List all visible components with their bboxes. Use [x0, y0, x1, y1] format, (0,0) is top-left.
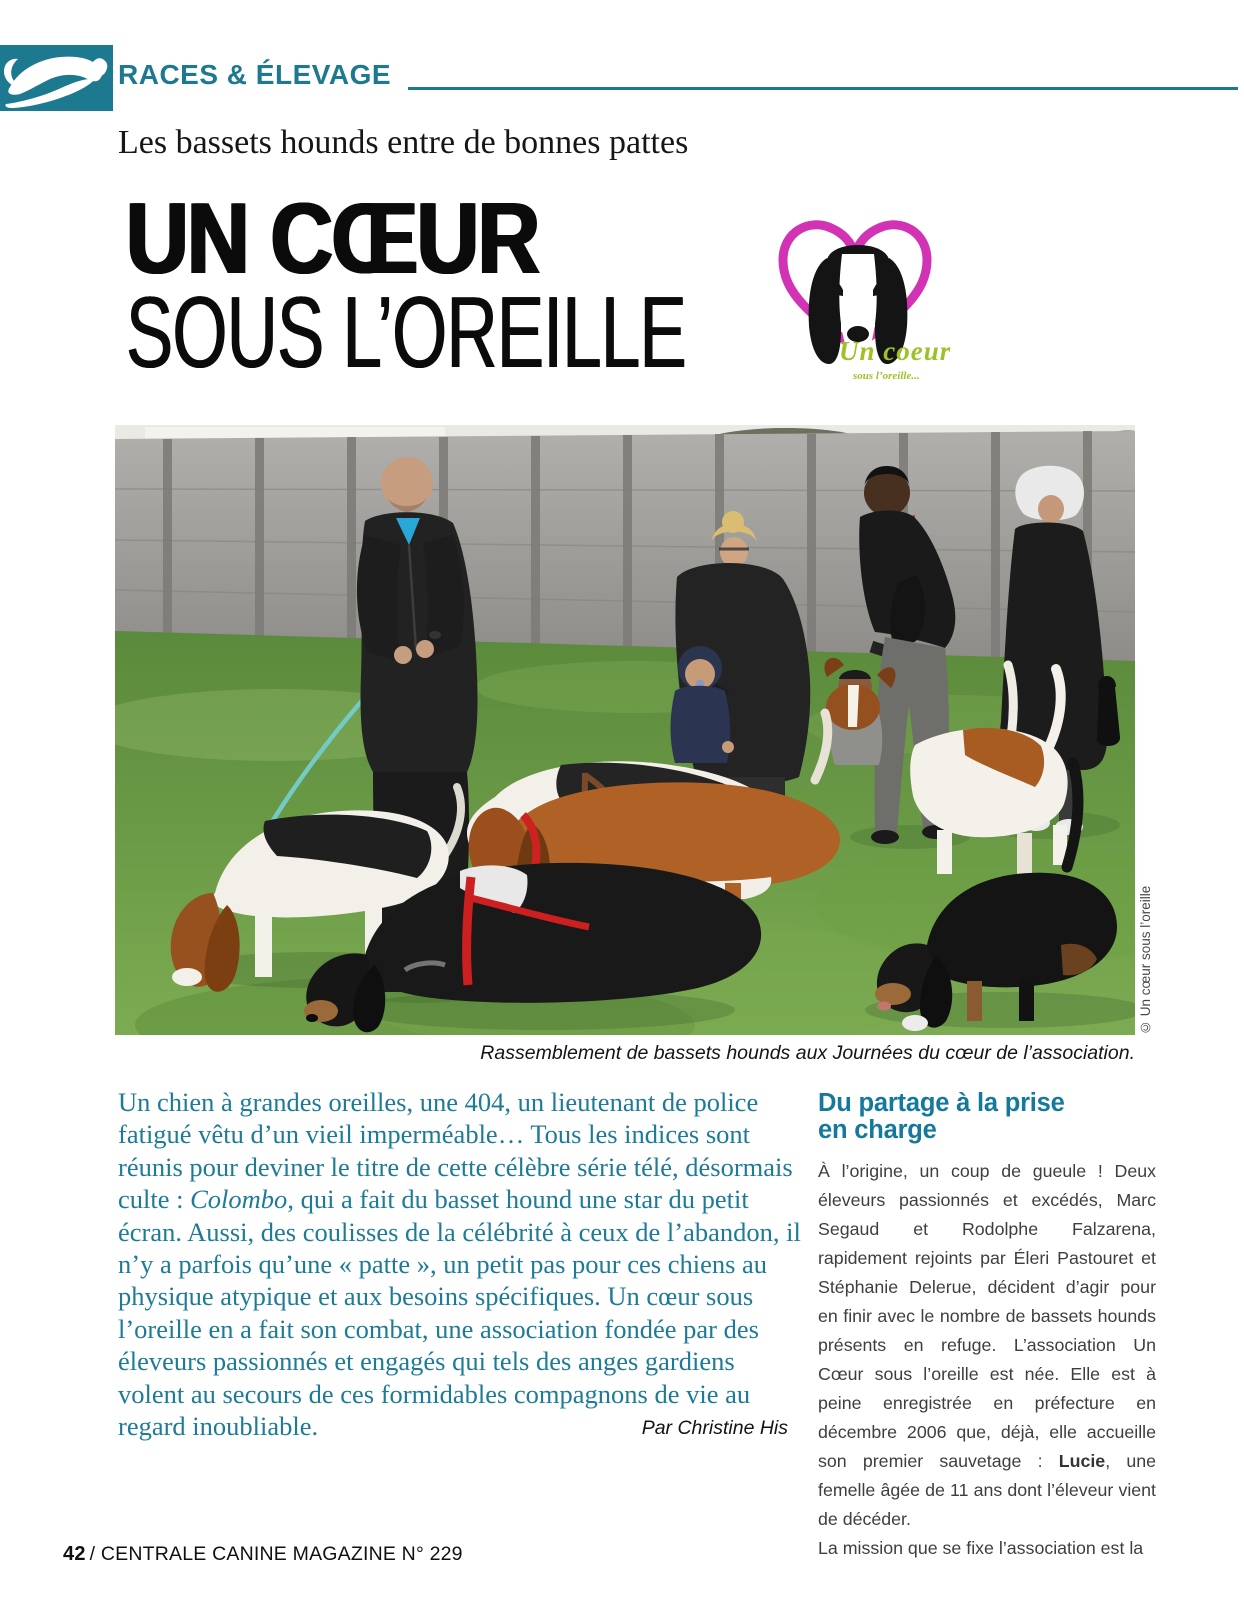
title-line-2: SOUS L’OREILLE [126, 277, 686, 389]
intro-italic-title: Colombo [190, 1184, 288, 1215]
leaping-dog-icon [0, 45, 113, 111]
intro-lead: Un chien à grandes oreilles, une 404, un lieutenant de police fatigué vêtu d’un vieil imperméable… Tous les indices sont réunis pour deviner le titre de cette célèbre série télé, désormais culte : [118, 1087, 793, 1215]
page-number: 42 [63, 1543, 86, 1565]
sidebar-bold-name: Lucie [1058, 1450, 1106, 1471]
section-rule [408, 87, 1238, 90]
photo-credit: © Un cœur sous l’oreille [1138, 885, 1153, 1035]
magazine-reference: / CENTRALE CANINE MAGAZINE N° 229 [89, 1543, 463, 1565]
sidebar-paragraph-2: La mission que se fixe l’association est la [818, 1537, 1144, 1558]
intro-text [118, 1086, 802, 1442]
association-name: Un coeur [839, 336, 952, 366]
magazine-brand-box [0, 45, 113, 111]
section-label: RACES & ÉLEVAGE [118, 59, 392, 90]
kicker: Les bassets hounds entre de bonnes pattes [118, 124, 689, 161]
sidebar-text-rest: , une femelle âgée de 11 ans dont l’éleveur vient de décéder. [818, 1450, 1156, 1529]
byline: Par Christine His [632, 1417, 788, 1440]
sidebar-text: À l’origine, un coup de gueule ! Deux éleveurs passionnés et excédés, Marc Segaud et Rodolphe Falzarena, rapidement rejoints par Éleri Pastouret et Stéphanie Delerue, décident d’agir pour en finir avec le nombre de bassets hounds présents en refuge. L’association Un Cœur sous l’oreille est née. Elle est à peine enregistrée en préfecture en décembre 2006 que, déjà, elle accueille son premier sauvetage : [818, 1160, 1156, 1471]
sidebar-article [818, 1090, 1156, 1563]
photo-illustration [115, 425, 1135, 1035]
page-footer [63, 1543, 463, 1566]
photo-bassets [115, 425, 1135, 1035]
photo-caption: Rassemblement de bassets hounds aux Journées du cœur de l’association. [480, 1042, 1135, 1064]
association-tagline: sous l’oreille... [853, 370, 920, 382]
title-line-1: UN CŒUR [126, 183, 539, 295]
sidebar-heading: Du partage à la prise en charge [818, 1089, 1065, 1145]
association-logo [743, 198, 968, 390]
intro-lead-rest: , qui a fait du basset hound une star du petit écran. Aussi, des coulisses de la célébrité à ceux de l’abandon, il n’y a parfois qu’une « patte », un petit pas pour ces chiens au physique atypique et aux besoins spécifiques. Un cœur sous l’oreille en a fait son combat, une association fondée par des éleveurs passionnés et engagés qui tels des anges gardiens volent au secours de ces formidables compagnons de vie au regard inoubliable. [118, 1184, 801, 1442]
intro-paragraph [118, 1086, 802, 1442]
sidebar-paragraph-1 [818, 1157, 1156, 1534]
